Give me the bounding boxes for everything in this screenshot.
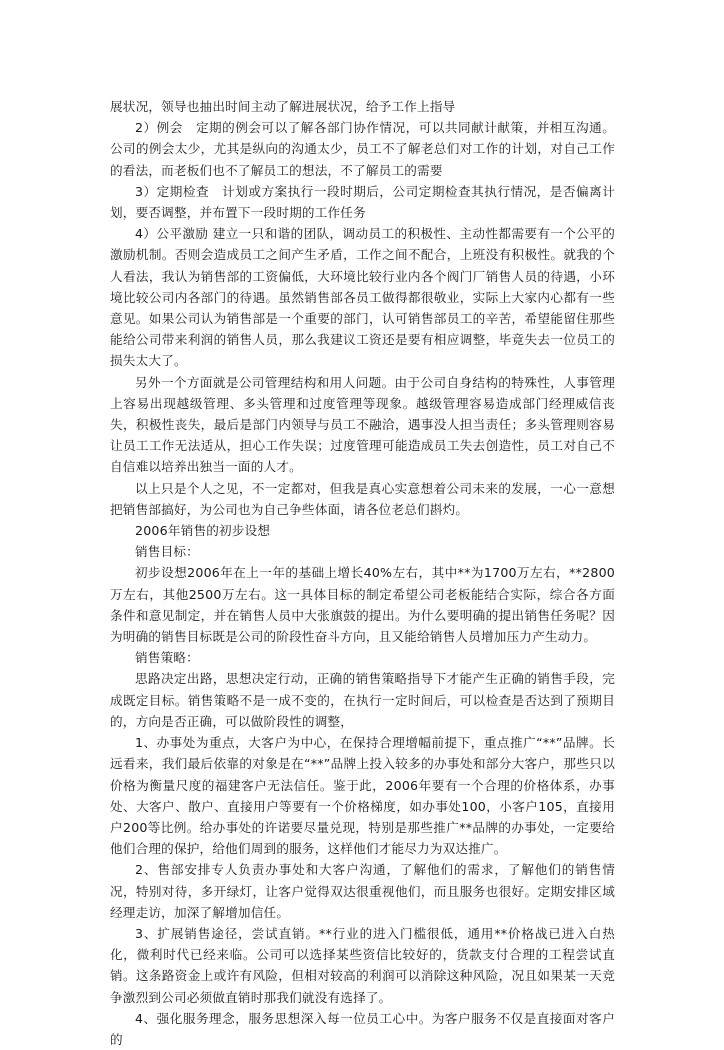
paragraph-personal-view: 以上只是个人之见，不一定都对，但我是真心实意想着公司未来的发展，一心一意想把销售部搞好，为公司也为自己争些体面，请各位老总们斟灼。 bbox=[110, 480, 615, 517]
paragraph-sales-target: 初步设想2006年在上一年的基础上增长40%左右，其中**为1700万左右，**2800万左右，其他2500万左右。这一具体目标的制定希望公司老板能结合实际，综合各方面条件和意见制定，并在销售人员中大张旗鼓的提出。为什么要明确的提出销售任务呢？因为明确的销售目标既是公司的阶段性奋斗方向，且又能给销售人员增加压力产生动力。 bbox=[110, 565, 615, 645]
paragraph-strategy-1: 1、办事处为重点，大客户为中心，在保持合理增幅前提下，重点推广“**”品牌。长远看来，我们最后依靠的对象是在“**”品牌上投入较多的办事处和部分大客户，那些只以价格为衡量尺度的福建客户无法信任。鉴于此，2006年要有一个合理的价格体系，办事处、大客户、散户、直接用户等要有一个价格梯度，如办事处100，小客户105，直接用户200等比例。给办事处的许诺要尽量兑现，特别是那些推广**品牌的办事处，一定要给他们合理的保护，给他们周到的服务，这样他们才能尽力为双达推广。 bbox=[110, 735, 615, 857]
paragraph-strategy-3: 3、扩展销售途径，尝试直销。**行业的进入门槛很低，通用**价格战已进入白热化，微利时代已经来临。公司可以选择某些资信比较好的，货款支付合理的工程尝试直销。这条路资金上或许有风险，但相对较高的利润可以消除这种风险，况且如果某一天竞争激烈到公司必须做直销时那我们就没有选择了。 bbox=[110, 925, 615, 1005]
section-heading-2006-plan: 2006年销售的初步设想 bbox=[135, 523, 271, 539]
paragraph-inspection: 3）定期检查 计划或方案执行一段时期后，公司定期检查其执行情况，是否偏离计划，要否调整，并布置下一段时期的工作任务 bbox=[110, 183, 615, 221]
paragraph-strategy-4: 4、强化服务理念，服务思想深入每一位员工心中。为客户服务不仅是直接面对客户的 bbox=[110, 1010, 615, 1047]
paragraph-continuation: 展状况，领导也抽出时间主动了解进展状况，给予工作上指导 bbox=[110, 99, 456, 114]
subheading-sales-strategy: 销售策略： bbox=[135, 650, 199, 666]
paragraph-strategy-2: 2、售部安排专人负责办事处和大客户沟通，了解他们的需求，了解他们的销售情况，特别对待，多开绿灯，让客户觉得双达很重视他们，而且服务也很好。定期安排区域经理走访，加深了解增加信任。 bbox=[110, 862, 615, 920]
paragraph-incentive: 4）公平激励 建立一只和谐的团队，调动员工的积极性、主动性都需要有一个公平的激励机制。否则会造成员工之间产生矛盾，工作之间不配合，上班没有积极性。就我的个人看法，我认为销售部的工资偏低，大环境比较行业内各个阀门厂销售人员的待遇，小环境比较公司内各部门的待遇。虽然销售部各员工做得都很敬业，实际上大家内心都有一些意见。如果公司认为销售部是一个重要的部门，认可销售部员工的辛苦，希望能留住那些能给公司带来利润的销售人员，那么我建议工资还是要有相应调整，毕竟失去一位员工的损失太大了。 bbox=[110, 226, 615, 369]
paragraph-strategy-intro: 思路决定出路，思想决定行动，正确的销售策略指导下才能产生正确的销售手段，完成既定目标。销售策略不是一成不变的，在执行一定时间后，可以检查是否达到了预期目的，方向是否正确，可以做阶段性的调整， bbox=[110, 671, 615, 729]
subheading-sales-target: 销售目标： bbox=[135, 544, 199, 560]
document-page bbox=[110, 96, 615, 1050]
paragraph-meetings: 2）例会 定期的例会可以了解各部门协作情况，可以共同献计献策，并相互沟通。公司的例会太少，尤其是纵向的沟通太少，员工不了解老总们对工作的计划，对自己工作的看法，而老板们也不了解员工的想法，不了解员工的需要 bbox=[110, 120, 615, 178]
paragraph-management-structure: 另外一个方面就是公司管理结构和用人问题。由于公司自身结构的特殊性，人事管理上容易出现越级管理、多头管理和过度管理等现象。越级管理容易造成部门经理威信丧失，积极性丧失，最后是部门内领导与员工不融洽，遇事没人担当责任；多头管理则容易让员工工作无法适从，担心工作失误；过度管理可能造成员工失去创造性，员工对自己不自信难以培养出独当一面的人才。 bbox=[110, 374, 615, 475]
